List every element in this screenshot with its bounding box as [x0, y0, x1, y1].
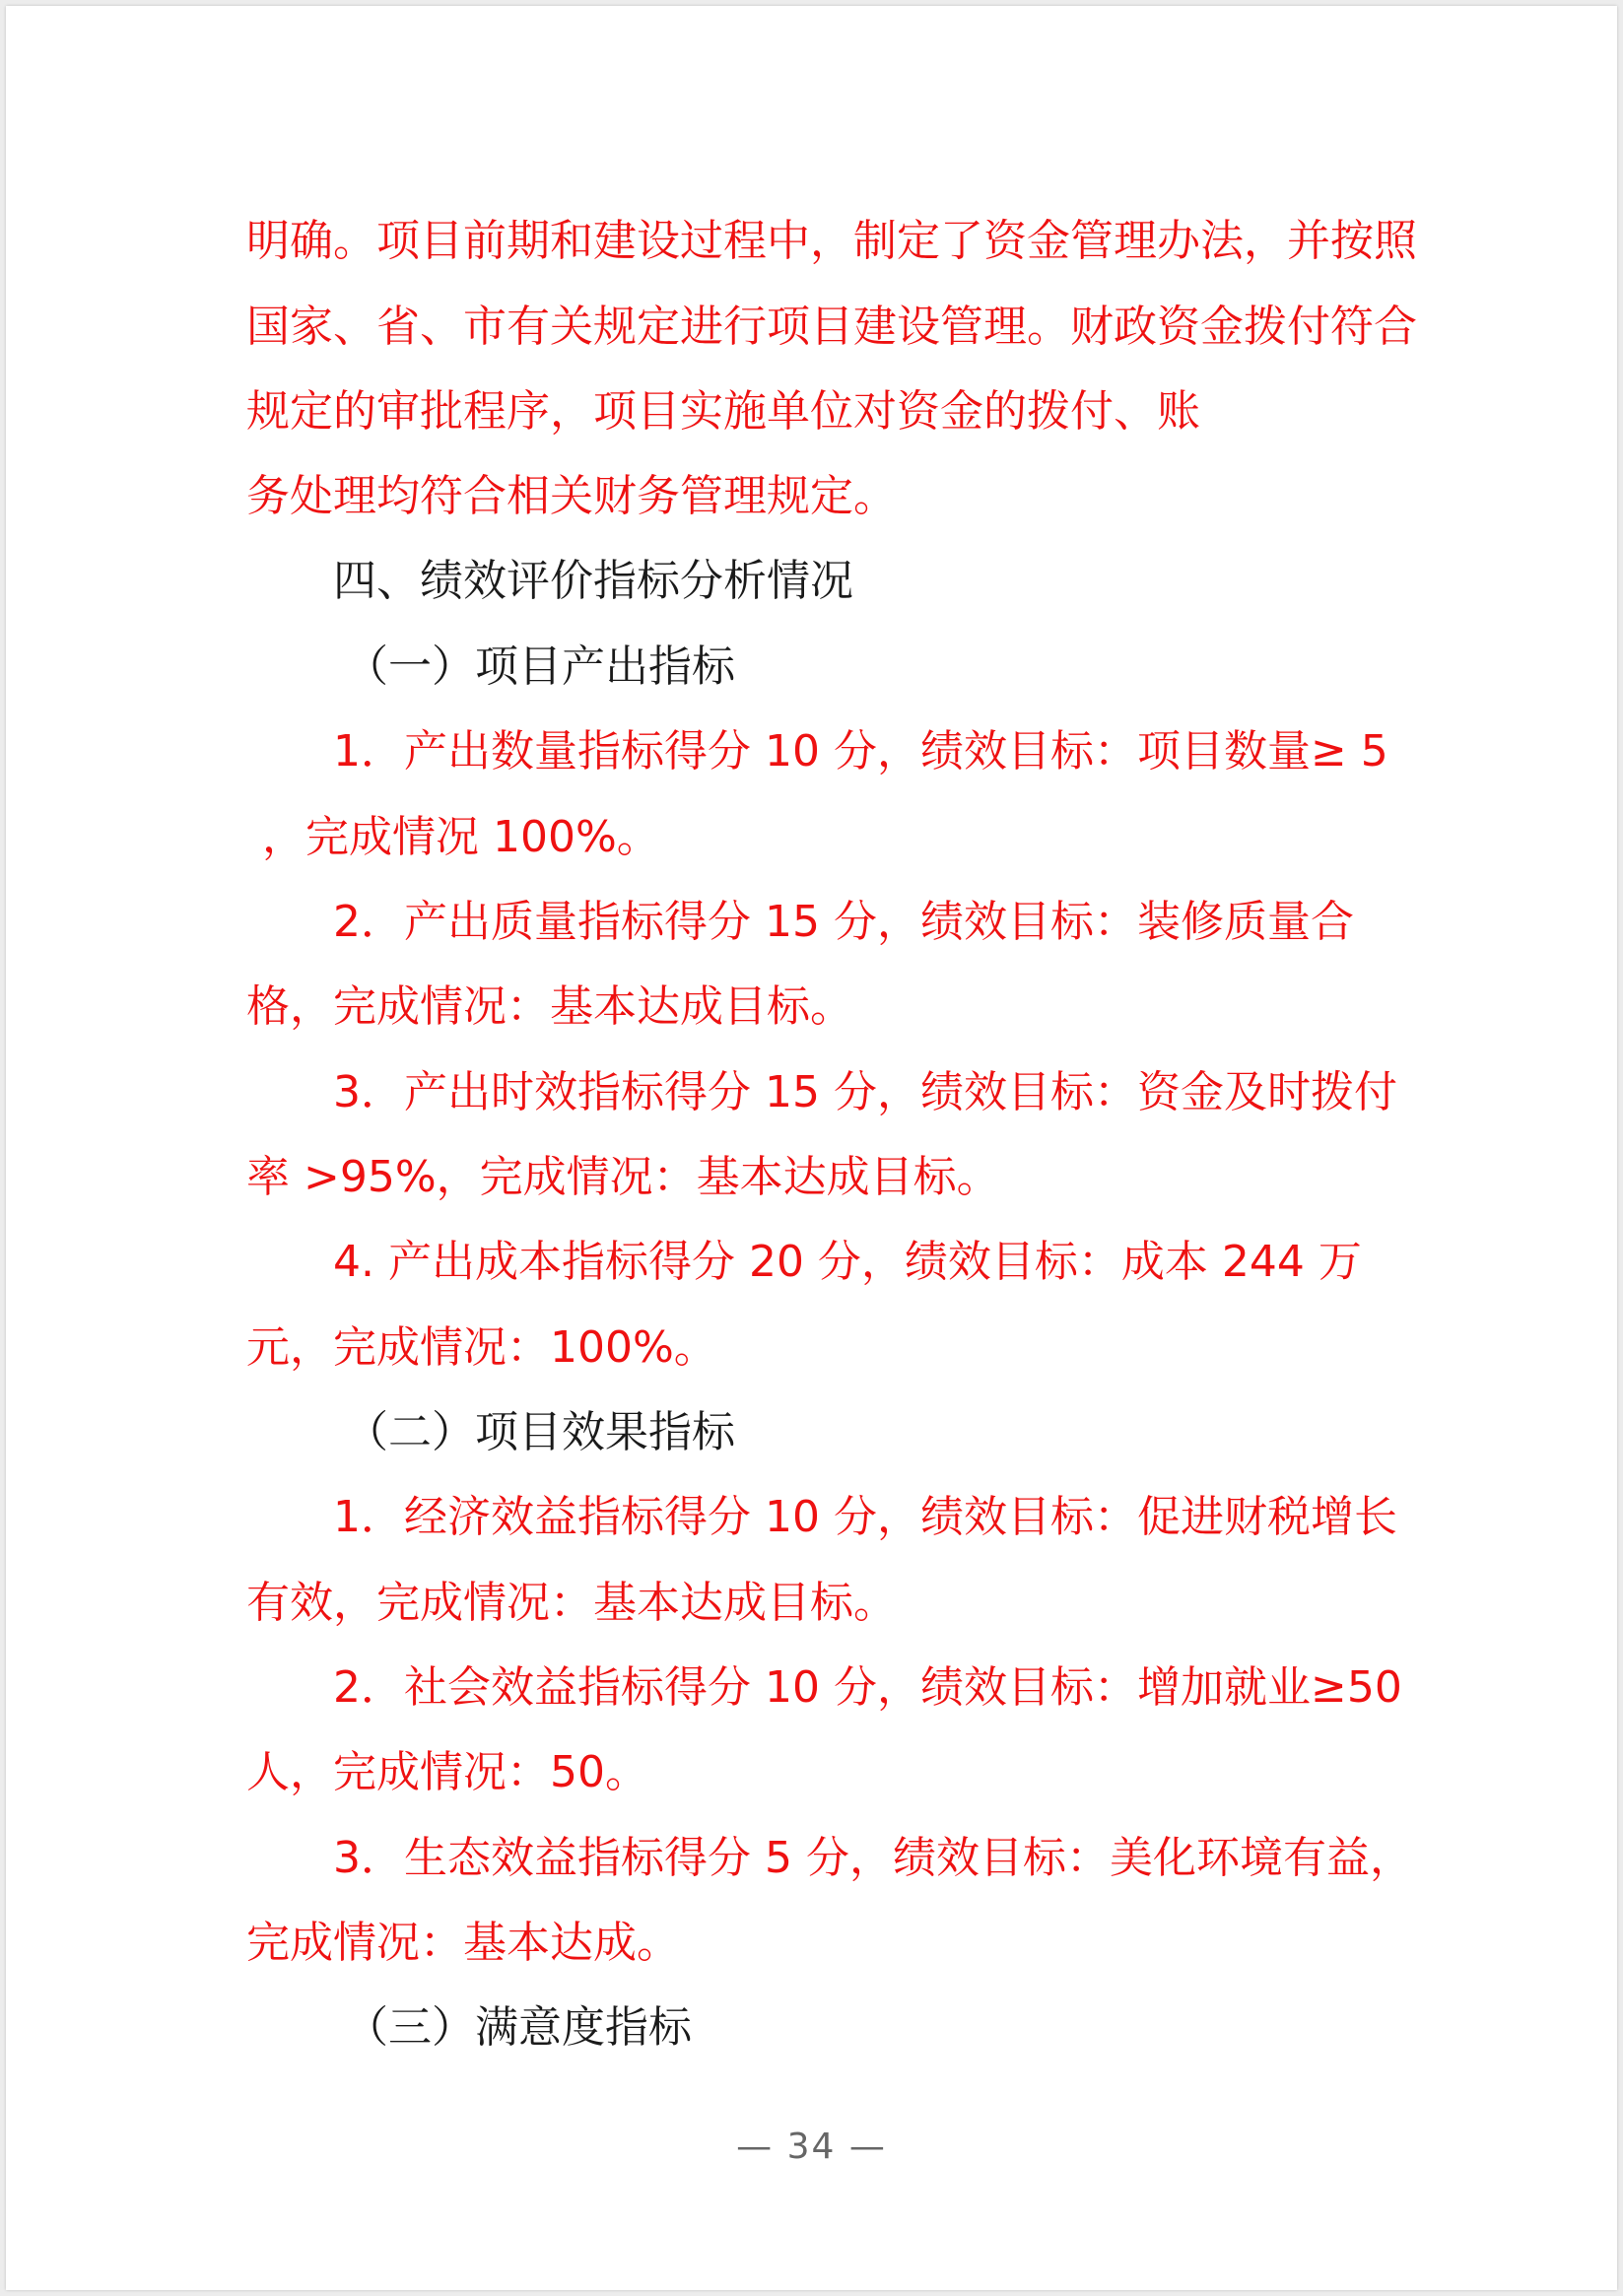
- indicator-item: 4. 产出成本指标得分 20 分，绩效目标：成本 244 万: [333, 1237, 1362, 1287]
- indicator-item: 3．产出时效指标得分 15 分，绩效目标：资金及时拨付: [333, 1067, 1397, 1117]
- indicator-item: 3．生态效益指标得分 5 分，绩效目标：美化环境有益，: [333, 1833, 1413, 1883]
- indicator-item: 1．产出数量指标得分 10 分，绩效目标：项目数量≥ 5: [333, 726, 1388, 777]
- text-line: 务处理均符合相关财务管理规定。: [246, 471, 897, 521]
- text-line: 元，完成情况：100%。: [246, 1322, 717, 1373]
- section-heading: 四、绩效评价指标分析情况: [333, 556, 853, 606]
- text-line: ，完成情况 100%。: [262, 812, 660, 862]
- text-line: 规定的审批程序，项目实施单位对资金的拨付、账: [246, 386, 1200, 437]
- subsection-heading: （一）项目产出指标: [345, 642, 735, 692]
- subsection-heading: （二）项目效果指标: [345, 1407, 735, 1457]
- text-line: 国家、省、市有关规定进行项目建设管理。财政资金拨付符合: [246, 302, 1417, 352]
- text-line: 格，完成情况：基本达成目标。: [246, 981, 853, 1032]
- text-line: 完成情况：基本达成。: [246, 1918, 680, 1968]
- subsection-heading: （三）满意度指标: [345, 2002, 692, 2053]
- text-line: 有效，完成情况：基本达成目标。: [246, 1578, 897, 1628]
- indicator-item: 2．产出质量指标得分 15 分，绩效目标：装修质量合: [333, 897, 1354, 947]
- page-number: — 34 —: [736, 2127, 887, 2167]
- text-line: 人，完成情况：50。: [246, 1747, 648, 1797]
- indicator-item: 2．社会效益指标得分 10 分，绩效目标：增加就业≥50: [333, 1662, 1402, 1713]
- indicator-item: 1．经济效益指标得分 10 分，绩效目标：促进财税增长: [333, 1492, 1397, 1542]
- text-line: 明确。项目前期和建设过程中，制定了资金管理办法，并按照: [246, 216, 1417, 266]
- text-line: 率 >95%，完成情况：基本达成目标。: [246, 1152, 1000, 1202]
